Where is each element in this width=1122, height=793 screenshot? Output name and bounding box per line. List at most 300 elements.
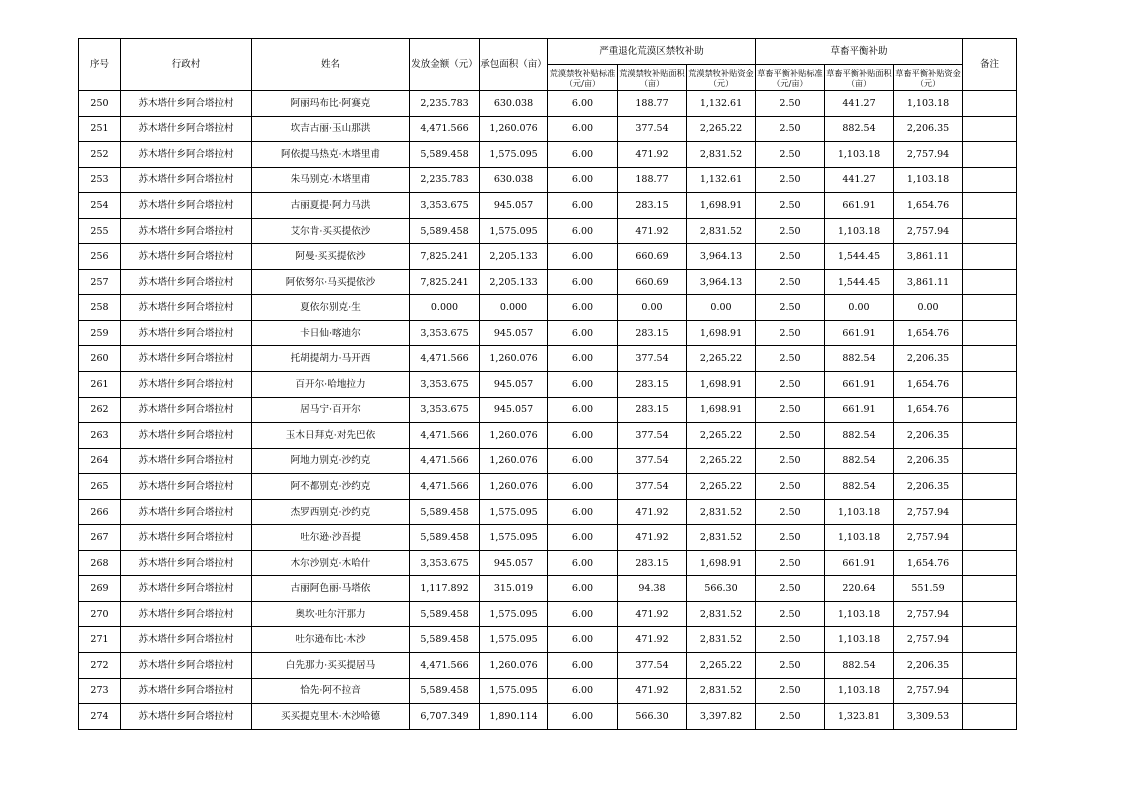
cell-desert-standard: 6.00 <box>548 295 618 321</box>
cell-desert-money: 3,964.13 <box>687 269 756 295</box>
cell-name: 阿依提马热克·木塔里甫 <box>252 142 410 168</box>
cell-desert-money: 2,831.52 <box>687 678 756 704</box>
cell-amount: 2,235.783 <box>410 91 480 117</box>
cell-remark <box>963 269 1017 295</box>
cell-remark <box>963 704 1017 730</box>
cell-desert-money: 2,831.52 <box>687 525 756 551</box>
cell-village: 苏木塔什乡阿合塔拉村 <box>121 448 252 474</box>
cell-desert-standard: 6.00 <box>548 423 618 449</box>
cell-desert-money: 2,831.52 <box>687 627 756 653</box>
cell-area: 1,260.076 <box>480 116 548 142</box>
cell-balance-standard: 2.50 <box>756 218 825 244</box>
cell-amount: 3,353.675 <box>410 193 480 219</box>
cell-balance-standard: 2.50 <box>756 91 825 117</box>
cell-desert-area: 377.54 <box>618 653 687 679</box>
cell-balance-standard: 2.50 <box>756 372 825 398</box>
cell-desert-standard: 6.00 <box>548 167 618 193</box>
cell-balance-standard: 2.50 <box>756 550 825 576</box>
cell-seq: 264 <box>79 448 121 474</box>
cell-remark <box>963 295 1017 321</box>
cell-desert-money: 2,831.52 <box>687 601 756 627</box>
cell-remark <box>963 653 1017 679</box>
table-row <box>79 678 1017 704</box>
cell-area: 315.019 <box>480 576 548 602</box>
cell-desert-area: 283.15 <box>618 397 687 423</box>
cell-desert-area: 471.92 <box>618 142 687 168</box>
cell-remark <box>963 601 1017 627</box>
cell-village: 苏木塔什乡阿合塔拉村 <box>121 525 252 551</box>
cell-desert-standard: 6.00 <box>548 550 618 576</box>
cell-desert-money: 1,698.91 <box>687 320 756 346</box>
cell-seq: 274 <box>79 704 121 730</box>
cell-balance-area: 882.54 <box>825 346 894 372</box>
header-name: 姓名 <box>252 39 410 91</box>
cell-seq: 263 <box>79 423 121 449</box>
cell-seq: 254 <box>79 193 121 219</box>
table-row <box>79 474 1017 500</box>
cell-balance-money: 3,309.53 <box>894 704 963 730</box>
cell-name: 杰罗西别克·沙约克 <box>252 499 410 525</box>
cell-desert-standard: 6.00 <box>548 142 618 168</box>
cell-amount: 7,825.241 <box>410 269 480 295</box>
cell-desert-standard: 6.00 <box>548 193 618 219</box>
cell-remark <box>963 423 1017 449</box>
cell-amount: 5,589.458 <box>410 525 480 551</box>
cell-desert-standard: 6.00 <box>548 525 618 551</box>
header-balance-area: 草畜平衡补贴面积（亩） <box>825 65 894 91</box>
cell-remark <box>963 525 1017 551</box>
cell-balance-area: 1,103.18 <box>825 627 894 653</box>
cell-balance-standard: 2.50 <box>756 474 825 500</box>
cell-name: 阿地力别克·沙约克 <box>252 448 410 474</box>
cell-area: 1,575.095 <box>480 525 548 551</box>
cell-village: 苏木塔什乡阿合塔拉村 <box>121 474 252 500</box>
cell-area: 945.057 <box>480 550 548 576</box>
cell-name: 木尔沙别克·木哈什 <box>252 550 410 576</box>
cell-seq: 259 <box>79 320 121 346</box>
table-row <box>79 244 1017 270</box>
cell-balance-money: 2,757.94 <box>894 627 963 653</box>
cell-seq: 251 <box>79 116 121 142</box>
cell-name: 古丽夏提·阿力马洪 <box>252 193 410 219</box>
cell-village: 苏木塔什乡阿合塔拉村 <box>121 295 252 321</box>
cell-balance-standard: 2.50 <box>756 499 825 525</box>
table-row <box>79 142 1017 168</box>
cell-balance-money: 3,861.11 <box>894 244 963 270</box>
cell-remark <box>963 116 1017 142</box>
cell-village: 苏木塔什乡阿合塔拉村 <box>121 423 252 449</box>
table-row <box>79 601 1017 627</box>
table-row <box>79 295 1017 321</box>
cell-desert-standard: 6.00 <box>548 601 618 627</box>
cell-amount: 4,471.566 <box>410 653 480 679</box>
cell-desert-area: 0.00 <box>618 295 687 321</box>
cell-seq: 253 <box>79 167 121 193</box>
cell-balance-area: 882.54 <box>825 474 894 500</box>
cell-amount: 3,353.675 <box>410 372 480 398</box>
cell-name: 艾尔肯·买买提依沙 <box>252 218 410 244</box>
cell-seq: 268 <box>79 550 121 576</box>
cell-seq: 250 <box>79 91 121 117</box>
cell-seq: 255 <box>79 218 121 244</box>
cell-balance-standard: 2.50 <box>756 678 825 704</box>
cell-name: 吐尔逊布比·木沙 <box>252 627 410 653</box>
cell-amount: 4,471.566 <box>410 423 480 449</box>
cell-desert-money: 3,397.82 <box>687 704 756 730</box>
cell-seq: 260 <box>79 346 121 372</box>
cell-balance-area: 1,103.18 <box>825 525 894 551</box>
cell-balance-money: 1,654.76 <box>894 550 963 576</box>
cell-remark <box>963 346 1017 372</box>
cell-area: 1,575.095 <box>480 499 548 525</box>
cell-balance-money: 0.00 <box>894 295 963 321</box>
cell-balance-standard: 2.50 <box>756 116 825 142</box>
cell-desert-money: 2,265.22 <box>687 423 756 449</box>
cell-balance-standard: 2.50 <box>756 244 825 270</box>
cell-balance-standard: 2.50 <box>756 601 825 627</box>
header-grass-livestock-balance: 草畜平衡补助 <box>756 39 963 65</box>
cell-seq: 270 <box>79 601 121 627</box>
cell-name: 阿丽玛布比·阿赛克 <box>252 91 410 117</box>
cell-desert-money: 566.30 <box>687 576 756 602</box>
cell-balance-money: 1,654.76 <box>894 372 963 398</box>
cell-village: 苏木塔什乡阿合塔拉村 <box>121 678 252 704</box>
cell-amount: 5,589.458 <box>410 218 480 244</box>
table-row <box>79 269 1017 295</box>
cell-remark <box>963 627 1017 653</box>
cell-seq: 252 <box>79 142 121 168</box>
cell-desert-area: 283.15 <box>618 193 687 219</box>
cell-balance-standard: 2.50 <box>756 269 825 295</box>
cell-name: 朱马别克·木塔里甫 <box>252 167 410 193</box>
cell-balance-area: 220.64 <box>825 576 894 602</box>
cell-desert-area: 377.54 <box>618 448 687 474</box>
cell-desert-standard: 6.00 <box>548 91 618 117</box>
cell-village: 苏木塔什乡阿合塔拉村 <box>121 269 252 295</box>
cell-seq: 266 <box>79 499 121 525</box>
cell-desert-money: 0.00 <box>687 295 756 321</box>
cell-amount: 7,825.241 <box>410 244 480 270</box>
cell-balance-standard: 2.50 <box>756 295 825 321</box>
cell-balance-area: 1,103.18 <box>825 601 894 627</box>
cell-amount: 4,471.566 <box>410 116 480 142</box>
cell-desert-area: 660.69 <box>618 269 687 295</box>
cell-amount: 5,589.458 <box>410 601 480 627</box>
cell-balance-money: 2,206.35 <box>894 116 963 142</box>
cell-area: 630.038 <box>480 167 548 193</box>
cell-desert-money: 1,132.61 <box>687 167 756 193</box>
cell-village: 苏木塔什乡阿合塔拉村 <box>121 550 252 576</box>
cell-balance-money: 2,757.94 <box>894 601 963 627</box>
cell-village: 苏木塔什乡阿合塔拉村 <box>121 142 252 168</box>
table-row <box>79 167 1017 193</box>
cell-balance-area: 1,544.45 <box>825 269 894 295</box>
cell-balance-money: 2,757.94 <box>894 499 963 525</box>
cell-desert-standard: 6.00 <box>548 474 618 500</box>
cell-remark <box>963 474 1017 500</box>
cell-balance-money: 2,206.35 <box>894 423 963 449</box>
table-body <box>79 91 1017 730</box>
cell-area: 1,260.076 <box>480 653 548 679</box>
header-seq: 序号 <box>79 39 121 91</box>
cell-remark <box>963 91 1017 117</box>
cell-balance-area: 882.54 <box>825 423 894 449</box>
cell-remark <box>963 193 1017 219</box>
cell-seq: 257 <box>79 269 121 295</box>
cell-amount: 2,235.783 <box>410 167 480 193</box>
cell-balance-standard: 2.50 <box>756 397 825 423</box>
header-desert-standard: 荒漠禁牧补贴标准（元/亩） <box>548 65 618 91</box>
cell-name: 玉木日拜克·对先巴依 <box>252 423 410 449</box>
cell-desert-money: 2,265.22 <box>687 116 756 142</box>
cell-desert-money: 1,132.61 <box>687 91 756 117</box>
cell-balance-area: 441.27 <box>825 91 894 117</box>
cell-balance-money: 2,206.35 <box>894 346 963 372</box>
cell-desert-money: 2,831.52 <box>687 499 756 525</box>
cell-village: 苏木塔什乡阿合塔拉村 <box>121 91 252 117</box>
cell-desert-area: 471.92 <box>618 627 687 653</box>
cell-balance-area: 1,544.45 <box>825 244 894 270</box>
cell-desert-money: 2,265.22 <box>687 653 756 679</box>
cell-balance-money: 3,861.11 <box>894 269 963 295</box>
cell-area: 1,890.114 <box>480 704 548 730</box>
cell-balance-money: 1,654.76 <box>894 193 963 219</box>
cell-remark <box>963 576 1017 602</box>
cell-area: 1,575.095 <box>480 601 548 627</box>
cell-village: 苏木塔什乡阿合塔拉村 <box>121 576 252 602</box>
cell-desert-standard: 6.00 <box>548 499 618 525</box>
cell-desert-money: 2,265.22 <box>687 474 756 500</box>
cell-amount: 4,471.566 <box>410 448 480 474</box>
cell-balance-area: 1,103.18 <box>825 499 894 525</box>
header-balance-money: 草畜平衡补贴资金（元） <box>894 65 963 91</box>
cell-balance-area: 441.27 <box>825 167 894 193</box>
cell-name: 阿依努尔·马买提依沙 <box>252 269 410 295</box>
table-row <box>79 218 1017 244</box>
cell-remark <box>963 142 1017 168</box>
cell-desert-money: 2,265.22 <box>687 346 756 372</box>
cell-remark <box>963 244 1017 270</box>
table-row <box>79 372 1017 398</box>
table-row <box>79 704 1017 730</box>
cell-area: 0.000 <box>480 295 548 321</box>
cell-village: 苏木塔什乡阿合塔拉村 <box>121 244 252 270</box>
cell-area: 1,260.076 <box>480 423 548 449</box>
cell-remark <box>963 167 1017 193</box>
cell-area: 1,575.095 <box>480 142 548 168</box>
cell-amount: 5,589.458 <box>410 678 480 704</box>
cell-village: 苏木塔什乡阿合塔拉村 <box>121 653 252 679</box>
cell-balance-area: 0.00 <box>825 295 894 321</box>
cell-balance-money: 2,757.94 <box>894 525 963 551</box>
cell-remark <box>963 550 1017 576</box>
cell-name: 夏依尔别克·生 <box>252 295 410 321</box>
cell-seq: 267 <box>79 525 121 551</box>
cell-amount: 1,117.892 <box>410 576 480 602</box>
cell-balance-standard: 2.50 <box>756 193 825 219</box>
cell-balance-money: 1,654.76 <box>894 320 963 346</box>
table-row <box>79 397 1017 423</box>
cell-name: 托胡提胡力·马开西 <box>252 346 410 372</box>
cell-balance-money: 1,654.76 <box>894 397 963 423</box>
cell-balance-money: 1,103.18 <box>894 91 963 117</box>
cell-area: 1,575.095 <box>480 218 548 244</box>
cell-village: 苏木塔什乡阿合塔拉村 <box>121 320 252 346</box>
header-desert-money: 荒漠禁牧补贴资金（元） <box>687 65 756 91</box>
cell-village: 苏木塔什乡阿合塔拉村 <box>121 397 252 423</box>
cell-name: 恰先·阿不拉音 <box>252 678 410 704</box>
cell-balance-standard: 2.50 <box>756 142 825 168</box>
cell-balance-standard: 2.50 <box>756 320 825 346</box>
cell-balance-money: 2,757.94 <box>894 678 963 704</box>
cell-village: 苏木塔什乡阿合塔拉村 <box>121 499 252 525</box>
cell-seq: 256 <box>79 244 121 270</box>
cell-name: 古丽阿色丽·马塔依 <box>252 576 410 602</box>
cell-balance-standard: 2.50 <box>756 525 825 551</box>
cell-name: 阿不都别克·沙约克 <box>252 474 410 500</box>
subsidy-table <box>78 38 1017 730</box>
cell-seq: 269 <box>79 576 121 602</box>
cell-name: 百开尔·哈地拉力 <box>252 372 410 398</box>
cell-amount: 5,589.458 <box>410 627 480 653</box>
cell-desert-area: 377.54 <box>618 346 687 372</box>
cell-name: 卡日仙·喀迪尔 <box>252 320 410 346</box>
cell-area: 945.057 <box>480 372 548 398</box>
cell-balance-standard: 2.50 <box>756 704 825 730</box>
cell-balance-standard: 2.50 <box>756 167 825 193</box>
cell-balance-area: 661.91 <box>825 397 894 423</box>
cell-balance-area: 882.54 <box>825 653 894 679</box>
cell-village: 苏木塔什乡阿合塔拉村 <box>121 193 252 219</box>
cell-seq: 272 <box>79 653 121 679</box>
cell-balance-money: 2,206.35 <box>894 474 963 500</box>
cell-balance-area: 661.91 <box>825 320 894 346</box>
header-amount: 发放金额（元） <box>410 39 480 91</box>
cell-name: 买买提克里木·木沙哈德 <box>252 704 410 730</box>
cell-balance-standard: 2.50 <box>756 423 825 449</box>
cell-amount: 4,471.566 <box>410 474 480 500</box>
cell-desert-area: 566.30 <box>618 704 687 730</box>
cell-balance-money: 551.59 <box>894 576 963 602</box>
cell-amount: 4,471.566 <box>410 346 480 372</box>
cell-amount: 3,353.675 <box>410 550 480 576</box>
cell-desert-area: 471.92 <box>618 218 687 244</box>
cell-seq: 265 <box>79 474 121 500</box>
cell-seq: 261 <box>79 372 121 398</box>
cell-desert-area: 94.38 <box>618 576 687 602</box>
cell-desert-standard: 6.00 <box>548 627 618 653</box>
cell-desert-money: 2,265.22 <box>687 448 756 474</box>
cell-balance-area: 1,103.18 <box>825 142 894 168</box>
cell-area: 1,260.076 <box>480 448 548 474</box>
cell-name: 白先那力·买买提居马 <box>252 653 410 679</box>
table-row <box>79 193 1017 219</box>
header-balance-standard: 草畜平衡补贴标准（元/亩） <box>756 65 825 91</box>
cell-area: 2,205.133 <box>480 244 548 270</box>
cell-area: 2,205.133 <box>480 269 548 295</box>
cell-balance-standard: 2.50 <box>756 346 825 372</box>
cell-village: 苏木塔什乡阿合塔拉村 <box>121 346 252 372</box>
cell-area: 1,260.076 <box>480 346 548 372</box>
cell-balance-area: 661.91 <box>825 550 894 576</box>
cell-desert-standard: 6.00 <box>548 678 618 704</box>
cell-desert-standard: 6.00 <box>548 320 618 346</box>
cell-desert-area: 471.92 <box>618 525 687 551</box>
cell-name: 坎吉古丽·玉山那洪 <box>252 116 410 142</box>
cell-balance-standard: 2.50 <box>756 576 825 602</box>
cell-seq: 258 <box>79 295 121 321</box>
cell-village: 苏木塔什乡阿合塔拉村 <box>121 704 252 730</box>
cell-desert-standard: 6.00 <box>548 346 618 372</box>
cell-desert-money: 1,698.91 <box>687 397 756 423</box>
cell-desert-standard: 6.00 <box>548 576 618 602</box>
header-desert-area: 荒漠禁牧补贴面积（亩） <box>618 65 687 91</box>
table-row <box>79 653 1017 679</box>
cell-balance-money: 2,206.35 <box>894 653 963 679</box>
cell-balance-money: 1,103.18 <box>894 167 963 193</box>
cell-area: 630.038 <box>480 91 548 117</box>
cell-desert-standard: 6.00 <box>548 397 618 423</box>
cell-amount: 5,589.458 <box>410 499 480 525</box>
cell-seq: 262 <box>79 397 121 423</box>
cell-amount: 0.000 <box>410 295 480 321</box>
cell-desert-standard: 6.00 <box>548 704 618 730</box>
cell-desert-standard: 6.00 <box>548 116 618 142</box>
cell-balance-standard: 2.50 <box>756 627 825 653</box>
cell-desert-standard: 6.00 <box>548 269 618 295</box>
cell-name: 奥坎·吐尔汗那力 <box>252 601 410 627</box>
cell-area: 1,575.095 <box>480 678 548 704</box>
cell-remark <box>963 499 1017 525</box>
cell-desert-area: 283.15 <box>618 372 687 398</box>
cell-name: 吐尔逊·沙吾提 <box>252 525 410 551</box>
cell-desert-area: 283.15 <box>618 550 687 576</box>
table-row <box>79 448 1017 474</box>
table-row <box>79 550 1017 576</box>
cell-balance-area: 1,323.81 <box>825 704 894 730</box>
cell-balance-area: 882.54 <box>825 448 894 474</box>
cell-area: 945.057 <box>480 397 548 423</box>
cell-area: 945.057 <box>480 320 548 346</box>
cell-desert-money: 1,698.91 <box>687 193 756 219</box>
cell-desert-standard: 6.00 <box>548 653 618 679</box>
cell-village: 苏木塔什乡阿合塔拉村 <box>121 116 252 142</box>
cell-area: 1,575.095 <box>480 627 548 653</box>
table-row <box>79 499 1017 525</box>
table-row <box>79 525 1017 551</box>
cell-desert-money: 1,698.91 <box>687 372 756 398</box>
table-header <box>79 39 1017 91</box>
cell-balance-area: 1,103.18 <box>825 678 894 704</box>
cell-seq: 273 <box>79 678 121 704</box>
cell-desert-money: 3,964.13 <box>687 244 756 270</box>
cell-balance-standard: 2.50 <box>756 448 825 474</box>
cell-remark <box>963 320 1017 346</box>
table-row <box>79 576 1017 602</box>
cell-balance-money: 2,757.94 <box>894 142 963 168</box>
header-remark: 备注 <box>963 39 1017 91</box>
table-row <box>79 346 1017 372</box>
cell-amount: 6,707.349 <box>410 704 480 730</box>
table-row <box>79 320 1017 346</box>
cell-remark <box>963 372 1017 398</box>
cell-remark <box>963 218 1017 244</box>
cell-balance-money: 2,206.35 <box>894 448 963 474</box>
table-row <box>79 627 1017 653</box>
cell-amount: 5,589.458 <box>410 142 480 168</box>
cell-desert-area: 471.92 <box>618 601 687 627</box>
cell-balance-area: 1,103.18 <box>825 218 894 244</box>
